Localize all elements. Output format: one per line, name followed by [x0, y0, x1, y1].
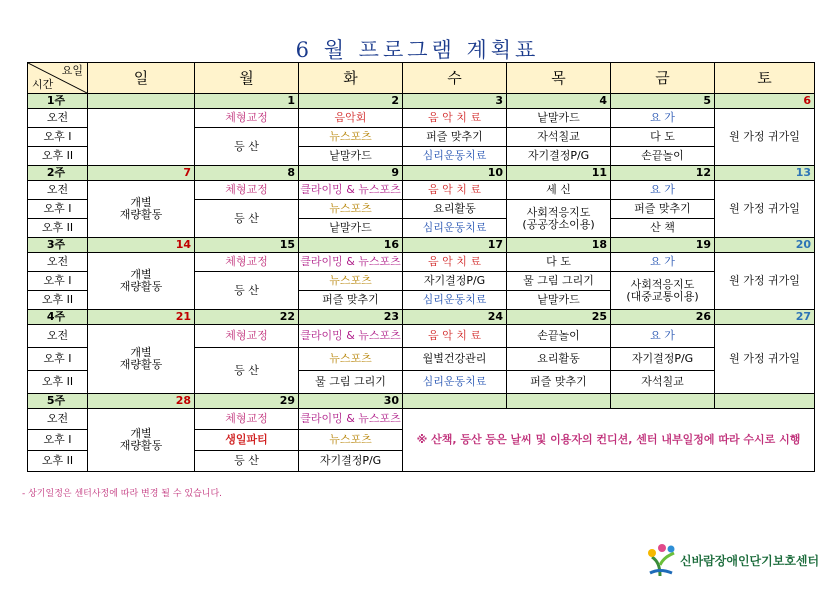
activity: 자석칠교	[507, 128, 611, 147]
schedule-table	[27, 62, 815, 472]
corner-cell	[28, 63, 88, 94]
date-cell	[88, 94, 195, 109]
date-cell: 2	[299, 94, 403, 109]
day-header-fri: 금	[611, 63, 715, 94]
week-row	[28, 394, 815, 409]
activity: 클라이밍 & 뉴스포츠	[299, 253, 403, 272]
slot-am: 오전	[28, 181, 88, 200]
activity: 음 악 치 료	[403, 325, 507, 348]
activity: 클라이밍 & 뉴스포츠	[299, 181, 403, 200]
activity: 요리활동	[507, 348, 611, 371]
slot-am: 오전	[28, 409, 88, 430]
date-cell: 11	[507, 166, 611, 181]
activity: 음악회	[299, 109, 403, 128]
sunday-cell: 개별 재량활동	[88, 325, 195, 394]
activity: 체형교정	[195, 181, 299, 200]
footnote: - 상기일정은 센터사정에 따라 변경 될 수 있습니다.	[22, 489, 223, 499]
saturday-cell: 원 가정 귀가일	[715, 181, 815, 238]
activity: 뉴스포츠	[299, 128, 403, 147]
date-cell: 8	[195, 166, 299, 181]
page-title: 6 월 프로그램 계획표	[0, 34, 835, 64]
date-cell: 7	[88, 166, 195, 181]
center-name: 신바람장애인단기보호센터	[680, 553, 820, 568]
activity: 다 도	[507, 253, 611, 272]
activity: 심리운동치료	[403, 371, 507, 394]
date-cell: 22	[195, 310, 299, 325]
date-cell: 24	[403, 310, 507, 325]
slot-pm2: 오후 II	[28, 371, 88, 394]
activity: 낱말카드	[507, 109, 611, 128]
activity: 퍼즐 맞추기	[403, 128, 507, 147]
activity: 음 악 치 료	[403, 181, 507, 200]
activity	[507, 200, 611, 238]
sprout-logo-icon	[646, 543, 676, 577]
activity: 심리운동치료	[403, 147, 507, 166]
activity-main: 사회적응지도	[630, 277, 695, 291]
activity: 요 가	[611, 325, 715, 348]
activity: 자기결정P/G	[611, 348, 715, 371]
activity: 체형교정	[195, 325, 299, 348]
day-header-tue: 화	[299, 63, 403, 94]
week-label: 2주	[28, 166, 88, 181]
saturday-cell: 원 가정 귀가일	[715, 109, 815, 166]
activity-main: 사회적응지도	[526, 205, 591, 219]
activity: 등 산	[195, 200, 299, 238]
week-label: 5주	[28, 394, 88, 409]
activity: 손끝놀이	[507, 325, 611, 348]
slot-pm1: 오후 I	[28, 348, 88, 371]
activity: 뉴스포츠	[299, 200, 403, 219]
date-cell: 10	[403, 166, 507, 181]
date-cell: 25	[507, 310, 611, 325]
activity: 퍼즐 맞추기	[507, 371, 611, 394]
date-cell: 29	[195, 394, 299, 409]
date-cell: 23	[299, 310, 403, 325]
activity: 요 가	[611, 253, 715, 272]
date-cell	[403, 394, 507, 409]
slot-pm1: 오후 I	[28, 430, 88, 451]
activity: 체형교정	[195, 109, 299, 128]
activity: 요 가	[611, 109, 715, 128]
activity-sub: (대중교통이용)	[626, 289, 699, 303]
corner-time-label: 시간	[32, 78, 54, 91]
activity: 다 도	[611, 128, 715, 147]
activity: 물 그림 그리기	[299, 371, 403, 394]
date-cell: 20	[715, 238, 815, 253]
date-cell: 1	[195, 94, 299, 109]
activity: 등 산	[195, 348, 299, 394]
week-label: 1주	[28, 94, 88, 109]
activity: 낱말카드	[299, 219, 403, 238]
date-cell	[611, 394, 715, 409]
slot-pm2: 오후 II	[28, 219, 88, 238]
corner-day-label: 요일	[61, 64, 83, 77]
week-label: 3주	[28, 238, 88, 253]
week-row	[28, 310, 815, 325]
day-header-sat: 토	[715, 63, 815, 94]
center-logo	[646, 543, 819, 577]
sunday-cell: 개별 재량활동	[88, 409, 195, 472]
activity	[611, 272, 715, 310]
activity: 등 산	[195, 272, 299, 310]
activity: 낱말카드	[299, 147, 403, 166]
day-header-thu: 목	[507, 63, 611, 94]
date-cell: 28	[88, 394, 195, 409]
activity: 클라이밍 & 뉴스포츠	[299, 409, 403, 430]
activity: 음 악 치 료	[403, 253, 507, 272]
activity: 자기결정P/G	[507, 147, 611, 166]
date-cell: 18	[507, 238, 611, 253]
sunday-cell	[88, 109, 195, 166]
activity: 월별건강관리	[403, 348, 507, 371]
date-cell: 17	[403, 238, 507, 253]
slot-pm2: 오후 II	[28, 147, 88, 166]
activity: 등 산	[195, 128, 299, 166]
date-cell: 9	[299, 166, 403, 181]
activity-sub: (공공장소이용)	[522, 217, 595, 231]
slot-am: 오전	[28, 325, 88, 348]
saturday-cell: 원 가정 귀가일	[715, 325, 815, 394]
sunday-cell: 개별 재량활동	[88, 253, 195, 310]
date-cell: 12	[611, 166, 715, 181]
date-cell: 13	[715, 166, 815, 181]
activity: 뉴스포츠	[299, 272, 403, 291]
activity: 퍼즐 맞추기	[611, 200, 715, 219]
slot-pm1: 오후 I	[28, 128, 88, 147]
slot-am: 오전	[28, 253, 88, 272]
activity: 자기결정P/G	[403, 272, 507, 291]
activity: 손끝놀이	[611, 147, 715, 166]
activity: 체형교정	[195, 409, 299, 430]
day-header-sun: 일	[88, 63, 195, 94]
activity: 심리운동치료	[403, 219, 507, 238]
activity: 클라이밍 & 뉴스포츠	[299, 325, 403, 348]
activity: 체형교정	[195, 253, 299, 272]
activity: 산 책	[611, 219, 715, 238]
date-cell: 15	[195, 238, 299, 253]
activity: 세 신	[507, 181, 611, 200]
slot-pm1: 오후 I	[28, 272, 88, 291]
activity: 물 그림 그리기	[507, 272, 611, 291]
date-cell: 26	[611, 310, 715, 325]
slot-am: 오전	[28, 109, 88, 128]
schedule-note: ※ 산책, 등산 등은 날씨 및 이용자의 컨디션, 센터 내부일정에 따라 수시로 시행	[403, 409, 815, 472]
activity: 뉴스포츠	[299, 430, 403, 451]
date-cell: 4	[507, 94, 611, 109]
activity: 낱말카드	[507, 291, 611, 310]
day-header-wed: 수	[403, 63, 507, 94]
saturday-cell: 원 가정 귀가일	[715, 253, 815, 310]
activity: 요 가	[611, 181, 715, 200]
slot-pm2: 오후 II	[28, 451, 88, 472]
week-row	[28, 238, 815, 253]
activity: 음 악 치 료	[403, 109, 507, 128]
week-row	[28, 94, 815, 109]
date-cell: 14	[88, 238, 195, 253]
activity: 자기결정P/G	[299, 451, 403, 472]
date-cell: 30	[299, 394, 403, 409]
activity: 요리활동	[403, 200, 507, 219]
slot-pm2: 오후 II	[28, 291, 88, 310]
header-row	[28, 63, 815, 94]
date-cell: 5	[611, 94, 715, 109]
date-cell	[507, 394, 611, 409]
date-cell: 6	[715, 94, 815, 109]
sunday-cell: 개별 재량활동	[88, 181, 195, 238]
date-cell	[715, 394, 815, 409]
slot-pm1: 오후 I	[28, 200, 88, 219]
activity: 자석칠교	[611, 371, 715, 394]
activity: 등 산	[195, 451, 299, 472]
date-cell: 19	[611, 238, 715, 253]
day-header-mon: 월	[195, 63, 299, 94]
date-cell: 3	[403, 94, 507, 109]
date-cell: 27	[715, 310, 815, 325]
date-cell: 16	[299, 238, 403, 253]
activity: 심리운동치료	[403, 291, 507, 310]
activity: 퍼즐 맞추기	[299, 291, 403, 310]
activity: 생일파티	[195, 430, 299, 451]
date-cell: 21	[88, 310, 195, 325]
activity: 뉴스포츠	[299, 348, 403, 371]
week-row	[28, 166, 815, 181]
week-label: 4주	[28, 310, 88, 325]
